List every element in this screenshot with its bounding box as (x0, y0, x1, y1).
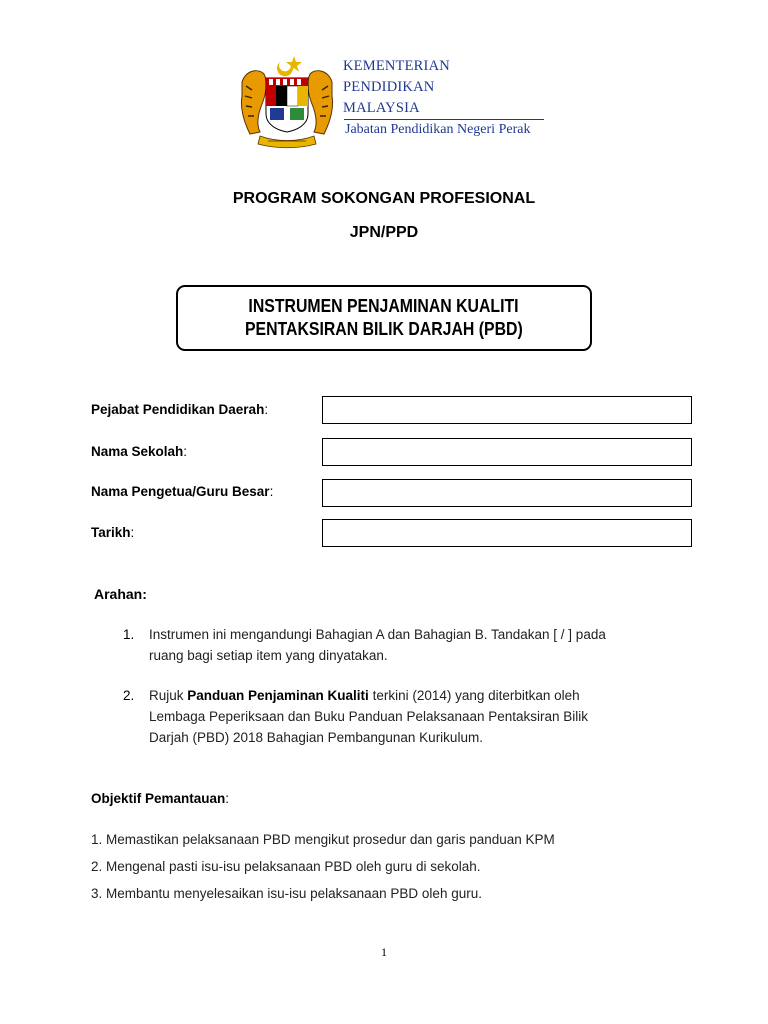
instruction-number-1: 1. (123, 627, 135, 642)
department-name: Jabatan Pendidikan Negeri Perak (345, 122, 531, 137)
page-number: 1 (381, 945, 387, 959)
header-divider (344, 119, 544, 120)
instructions-heading: Arahan: (94, 586, 147, 602)
program-title: PROGRAM SOKONGAN PROFESIONAL (232, 190, 536, 207)
date-label: Tarikh: (91, 525, 135, 540)
objective-item-2: 2. Mengenal pasti isu-isu pelaksanaan PBD oleh guru di sekolah. (91, 859, 481, 874)
instruction-number-2: 2. (123, 688, 135, 703)
district-office-field[interactable] (322, 396, 692, 424)
instruction-item-2: Rujuk Panduan Penjaminan Kualiti terkini (2014) yang diterbitkan oleh Lembaga Peperiksaan dan Buku Panduan Pelaksanaan Pentaksiran Bilik Darjah (PBD) 2018 Bahagian Pembangunan Kurikulum. (149, 688, 589, 745)
unit-title: JPN/PPD (349, 224, 419, 241)
instrument-title-line-1: INSTRUMEN PENJAMINAN KUALITI (248, 296, 520, 316)
date-field[interactable] (322, 519, 692, 547)
school-name-field[interactable] (322, 438, 692, 466)
objectives-heading: Objektif Pemantauan: (91, 791, 230, 806)
ministry-crest-logo (236, 52, 338, 150)
ministry-name-line-3: MALAYSIA (343, 100, 420, 116)
principal-name-label: Nama Pengetua/Guru Besar: (91, 484, 274, 499)
ministry-name-line-1: KEMENTERIAN (343, 58, 450, 74)
school-name-label: Nama Sekolah: (91, 444, 188, 459)
objective-item-1: 1. Memastikan pelaksanaan PBD mengikut prosedur dan garis panduan KPM (91, 832, 555, 847)
instrument-title-box (176, 285, 592, 351)
objective-item-3: 3. Membantu menyelesaikan isu-isu pelaksanaan PBD oleh guru. (91, 886, 482, 901)
ministry-name-line-2: PENDIDIKAN (343, 79, 435, 95)
district-office-label: Pejabat Pendidikan Daerah: (91, 402, 269, 417)
instruction-item-1: Instrumen ini mengandungi Bahagian A dan Bahagian B. Tandakan [ / ] pada ruang bagi setiap item yang dinyatakan. (149, 627, 606, 663)
principal-name-field[interactable] (322, 479, 692, 507)
instrument-title-line-2: PENTAKSIRAN BILIK DARJAH (PBD) (245, 319, 523, 339)
